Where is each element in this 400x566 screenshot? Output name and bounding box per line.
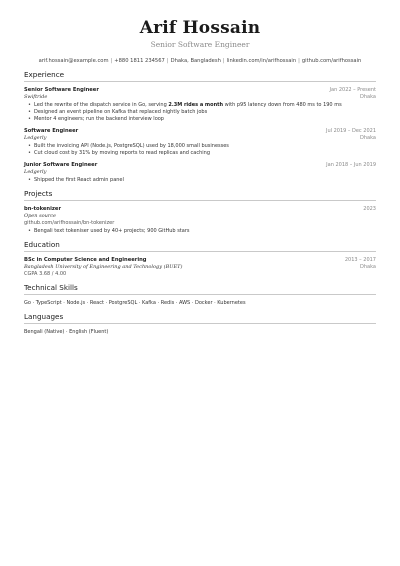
job-bullet xyxy=(34,102,376,109)
experience-section xyxy=(24,70,376,184)
job-bullets xyxy=(24,143,376,157)
school: Bangladesh University of Engineering and Technology (BUET) xyxy=(24,264,183,270)
section-title-skills: Technical Skills xyxy=(24,283,376,295)
contact-line xyxy=(24,58,376,65)
candidate-name: Arif Hossain xyxy=(139,18,261,38)
section-title-experience: Experience xyxy=(24,70,376,82)
contact-phone[interactable]: +880 1811 234567 xyxy=(114,58,165,64)
skills-list: Go · TypeScript · Node.js · React · PostgreSQL · Kafka · Redis · AWS · Docker · Kubernetes xyxy=(24,300,246,306)
contact-location: Dhaka, Bangladesh xyxy=(170,58,221,64)
bullet-text: Designed an event pipeline on Kafka that replaced nightly batch jobs xyxy=(34,109,208,115)
bullet-text: Led the rewrite of the dispatch service in Go, serving xyxy=(34,102,169,108)
job-bullets xyxy=(24,177,376,184)
project-bullet: • Bengali text tokeniser used by 40+ projects; 900 GitHub stars xyxy=(34,228,376,235)
contact-separator: | xyxy=(298,58,300,64)
experience-entry xyxy=(24,128,376,157)
job-company: Swiftride xyxy=(24,94,48,100)
job-bullet xyxy=(34,177,376,184)
languages-list: Bengali (Native) · English (Fluent) xyxy=(24,329,109,335)
job-company: Ledgerly xyxy=(24,169,47,175)
bullet-text: Built the invoicing API (Node.js, PostgreSQL) used by 18,000 small businesses xyxy=(34,143,229,149)
experience-entry xyxy=(24,87,376,123)
education-section xyxy=(24,240,376,278)
contact-linkedin[interactable]: linkedin.com/in/arifhossain xyxy=(226,58,297,64)
project-bullets xyxy=(24,228,376,235)
education-location: Dhaka xyxy=(360,264,376,270)
education-entry xyxy=(24,257,376,278)
bullet-text: with p95 latency down from 480 ms to 190 ms xyxy=(223,102,342,108)
job-role: Junior Software Engineer xyxy=(24,162,98,168)
contact-separator: | xyxy=(110,58,113,64)
job-bullet xyxy=(34,116,376,123)
resume-header xyxy=(24,18,376,65)
job-date: Jan 2018 – Jun 2019 xyxy=(326,162,376,168)
skills-section xyxy=(24,283,376,307)
job-date: Jan 2022 – Present xyxy=(329,87,376,93)
education-date: 2013 – 2017 xyxy=(344,257,376,263)
job-bullets xyxy=(24,102,376,123)
job-role: Senior Software Engineer xyxy=(24,87,99,93)
job-bullet xyxy=(34,143,376,150)
project-entry xyxy=(24,206,376,235)
job-bullet xyxy=(34,150,376,157)
bullet-text: Cut cloud cost by 31% by moving reports to read replicas and caching xyxy=(34,150,211,156)
section-title-education: Education xyxy=(24,240,376,252)
candidate-title: Senior Software Engineer xyxy=(150,40,250,49)
bullet-highlight: 2.3M rides a month xyxy=(168,102,224,108)
contact-separator: | xyxy=(222,58,225,64)
job-company: Ledgerly xyxy=(24,135,47,141)
languages-section xyxy=(24,312,376,336)
contact-email[interactable]: arif.hossain@example.com xyxy=(38,58,109,64)
bullet-text: Shipped the first React admin panel xyxy=(34,177,124,183)
section-title-projects: Projects xyxy=(24,189,376,201)
gpa: CGPA 3.68 / 4.00 xyxy=(24,271,67,277)
project-link[interactable]: github.com/arifhossain/bn-tokenizer xyxy=(24,220,115,226)
job-location: Dhaka xyxy=(360,135,376,141)
project-date: 2023 xyxy=(363,206,376,212)
job-date: Jul 2019 – Dec 2021 xyxy=(325,128,376,134)
contact-github[interactable]: github.com/arifhossain xyxy=(301,58,362,64)
section-title-languages: Languages xyxy=(24,312,376,324)
job-location: Dhaka xyxy=(360,94,376,100)
project-subtitle: Open source xyxy=(24,213,57,219)
experience-entry xyxy=(24,162,376,184)
job-bullet xyxy=(34,109,376,116)
projects-section xyxy=(24,189,376,235)
job-role: Software Engineer xyxy=(24,128,79,134)
bullet-text: Mentor 4 engineers; run the backend interview loop xyxy=(34,116,164,122)
contact-separator: | xyxy=(166,58,169,64)
project-name: bn-tokenizer xyxy=(24,206,61,212)
degree: BSc in Computer Science and Engineering xyxy=(24,257,147,263)
